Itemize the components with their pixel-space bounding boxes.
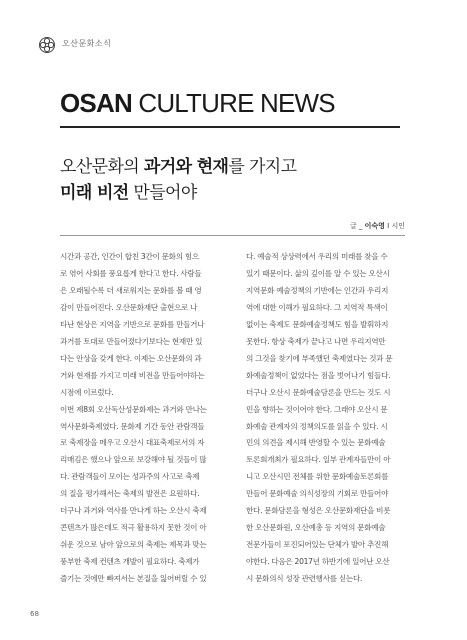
body-text-line: 의 그것을 찾기에 부족했던 축제였다는 것과 문 [246, 353, 393, 363]
body-text-line: 지역문화 예술정책의 기반에는 인간과 우리지 [246, 285, 389, 295]
body-text-line: 전문가들이 포진되어있는 단체가 발아 추진해 [246, 540, 389, 550]
body-text-line: 한다. 문화담론을 형성은 오산문화재단을 비롯 [246, 506, 391, 516]
title-divider [60, 126, 400, 128]
body-text-line: 만들어 문화예술 의식성장의 기회로 만들어야 [246, 489, 389, 499]
body-text-line: 화예술정책이 없었다는 점을 벗어나기 힘들다. [246, 370, 391, 380]
magazine-title-rest: CULTURE NEWS [138, 88, 335, 118]
body-text-line: 한 오산문화원, 오산예총 등 지역의 문화예술 [246, 523, 386, 533]
body-text-line: 역에 대한 이해가 필요하다. 그 지역적 특색이 [246, 302, 388, 312]
article-title [60, 154, 296, 206]
title-line2-bold: 미래 비전 [60, 183, 129, 203]
byline-author: 이숙영 [364, 222, 385, 230]
article-body-left-column [60, 249, 220, 588]
magazine-brand: OSAN [60, 88, 132, 118]
body-text-line: 과거를 토대로 만들어졌다기보다는 현재만 있 [60, 336, 203, 346]
body-text-line: 있기 때문이다. 삶의 깊이를 알 수 있는 오산시 [246, 268, 390, 278]
body-text-line: 야한다. 다음은 2017년 하반기에 일어난 오산 [246, 557, 390, 567]
body-text-line: 다. 예술적 상상력에서 우리의 미래를 찾을 수 [246, 252, 388, 261]
page-number: 68 [30, 610, 39, 618]
body-text-line: 풍부한 축제 컨텐츠 개발이 필요하다. 축제가 [60, 557, 200, 567]
foundation-logo-icon [38, 36, 56, 54]
article-body-right-column [246, 249, 406, 588]
body-text-line: 은 오래될수록 더 새로워지는 문화를 볼 때 영 [60, 285, 202, 295]
body-text-line: 역사문화축제였다. 문화제 기간 동안 관람객들 [60, 421, 205, 431]
body-text-line: 로 엮어 사회를 풍요롭게 한다고 한다. 사람들 [60, 268, 202, 278]
body-text-line: 민을 향하는 것이어야 한다. 그래야 오산시 문 [246, 404, 388, 414]
body-text-line: 타난 현상은 지역을 기반으로 문화를 만들거나 [60, 319, 205, 329]
body-text-line: 다. 관람객들이 모이는 성과주의 사고로 축제 [60, 472, 200, 482]
body-text-line: 로 축제장을 메우고 오산시 대표축제로서의 자 [60, 438, 205, 448]
body-text-line: 리매김은 했으나 앞으로 보강해야 될 것들이 많 [60, 455, 207, 465]
byline-prefix: 글 _ [349, 222, 365, 230]
body-text-line: 콘텐츠가 많은데도 적극 활용하지 못한 것이 아 [60, 523, 207, 533]
body-text-line: 화예술 관계자의 정책의도를 읽을 수 있다. 시 [246, 421, 388, 431]
magazine-title [60, 88, 335, 119]
body-text-line: 민의 의견을 제시해 반영할 수 있는 문화예술 [246, 438, 386, 448]
body-text-line: 감이 만들어진다. 오산문화재단 출현으로 나 [60, 302, 198, 312]
byline-divider [60, 235, 405, 236]
title-line1-pre: 오산문화의 [60, 157, 144, 177]
section-label: 오산문화소식 [62, 39, 112, 48]
body-text-line: 시간과 공간, 인간이 합친 3간이 문화의 힘으 [60, 252, 199, 261]
body-text-line: 토론회개최가 필요하다. 일부 관계자들만이 아 [246, 455, 391, 465]
body-text-line: 더구나 과거와 역사를 만나게 하는 오산시 축제 [60, 506, 207, 516]
body-text-line: 더구나 오산시 문화예술담론을 만드는 것도 시 [246, 387, 391, 397]
body-text-line: 시 문화의식 성장 관련행사를 싣는다. [246, 574, 363, 584]
byline [350, 221, 405, 231]
body-text-line: 의 질을 평가해서는 축제의 발전은 요원하다. [60, 489, 200, 499]
body-text-line: 니고 오산시민 전체를 위한 문화예술토론회를 [246, 472, 389, 482]
body-text-line: 없이는 축제도 문화예술정책도 힘을 발휘하지 [246, 319, 389, 329]
title-line2-post: 만들어야 [128, 183, 197, 203]
byline-suffix: I 시인 [384, 222, 405, 230]
body-text-line: 시점에 이르렀다. [60, 387, 114, 397]
body-text-line: 못한다. 항상 축제가 끝나고 나면 우리지역만 [246, 336, 386, 346]
body-text-line: 쉬운 것으로 남아 앞으로의 축제는 제목과 맞는 [60, 540, 207, 550]
title-line1-post: 를 가지고 [228, 157, 297, 177]
body-text-line: 거와 현재를 가지고 미래 비전을 만들어야하는 [60, 370, 205, 380]
title-line1-bold: 과거와 현재 [143, 157, 229, 177]
body-text-line: 다는 안상을 갖게 한다. 이제는 오산문화의 과 [60, 353, 202, 363]
body-text-line: 이번 제8회 오산독산성문화제는 과거와 만나는 [60, 404, 207, 414]
body-text-line: 즐기는 것에만 빠져서는 본질을 잃어버릴 수 있 [60, 574, 207, 584]
